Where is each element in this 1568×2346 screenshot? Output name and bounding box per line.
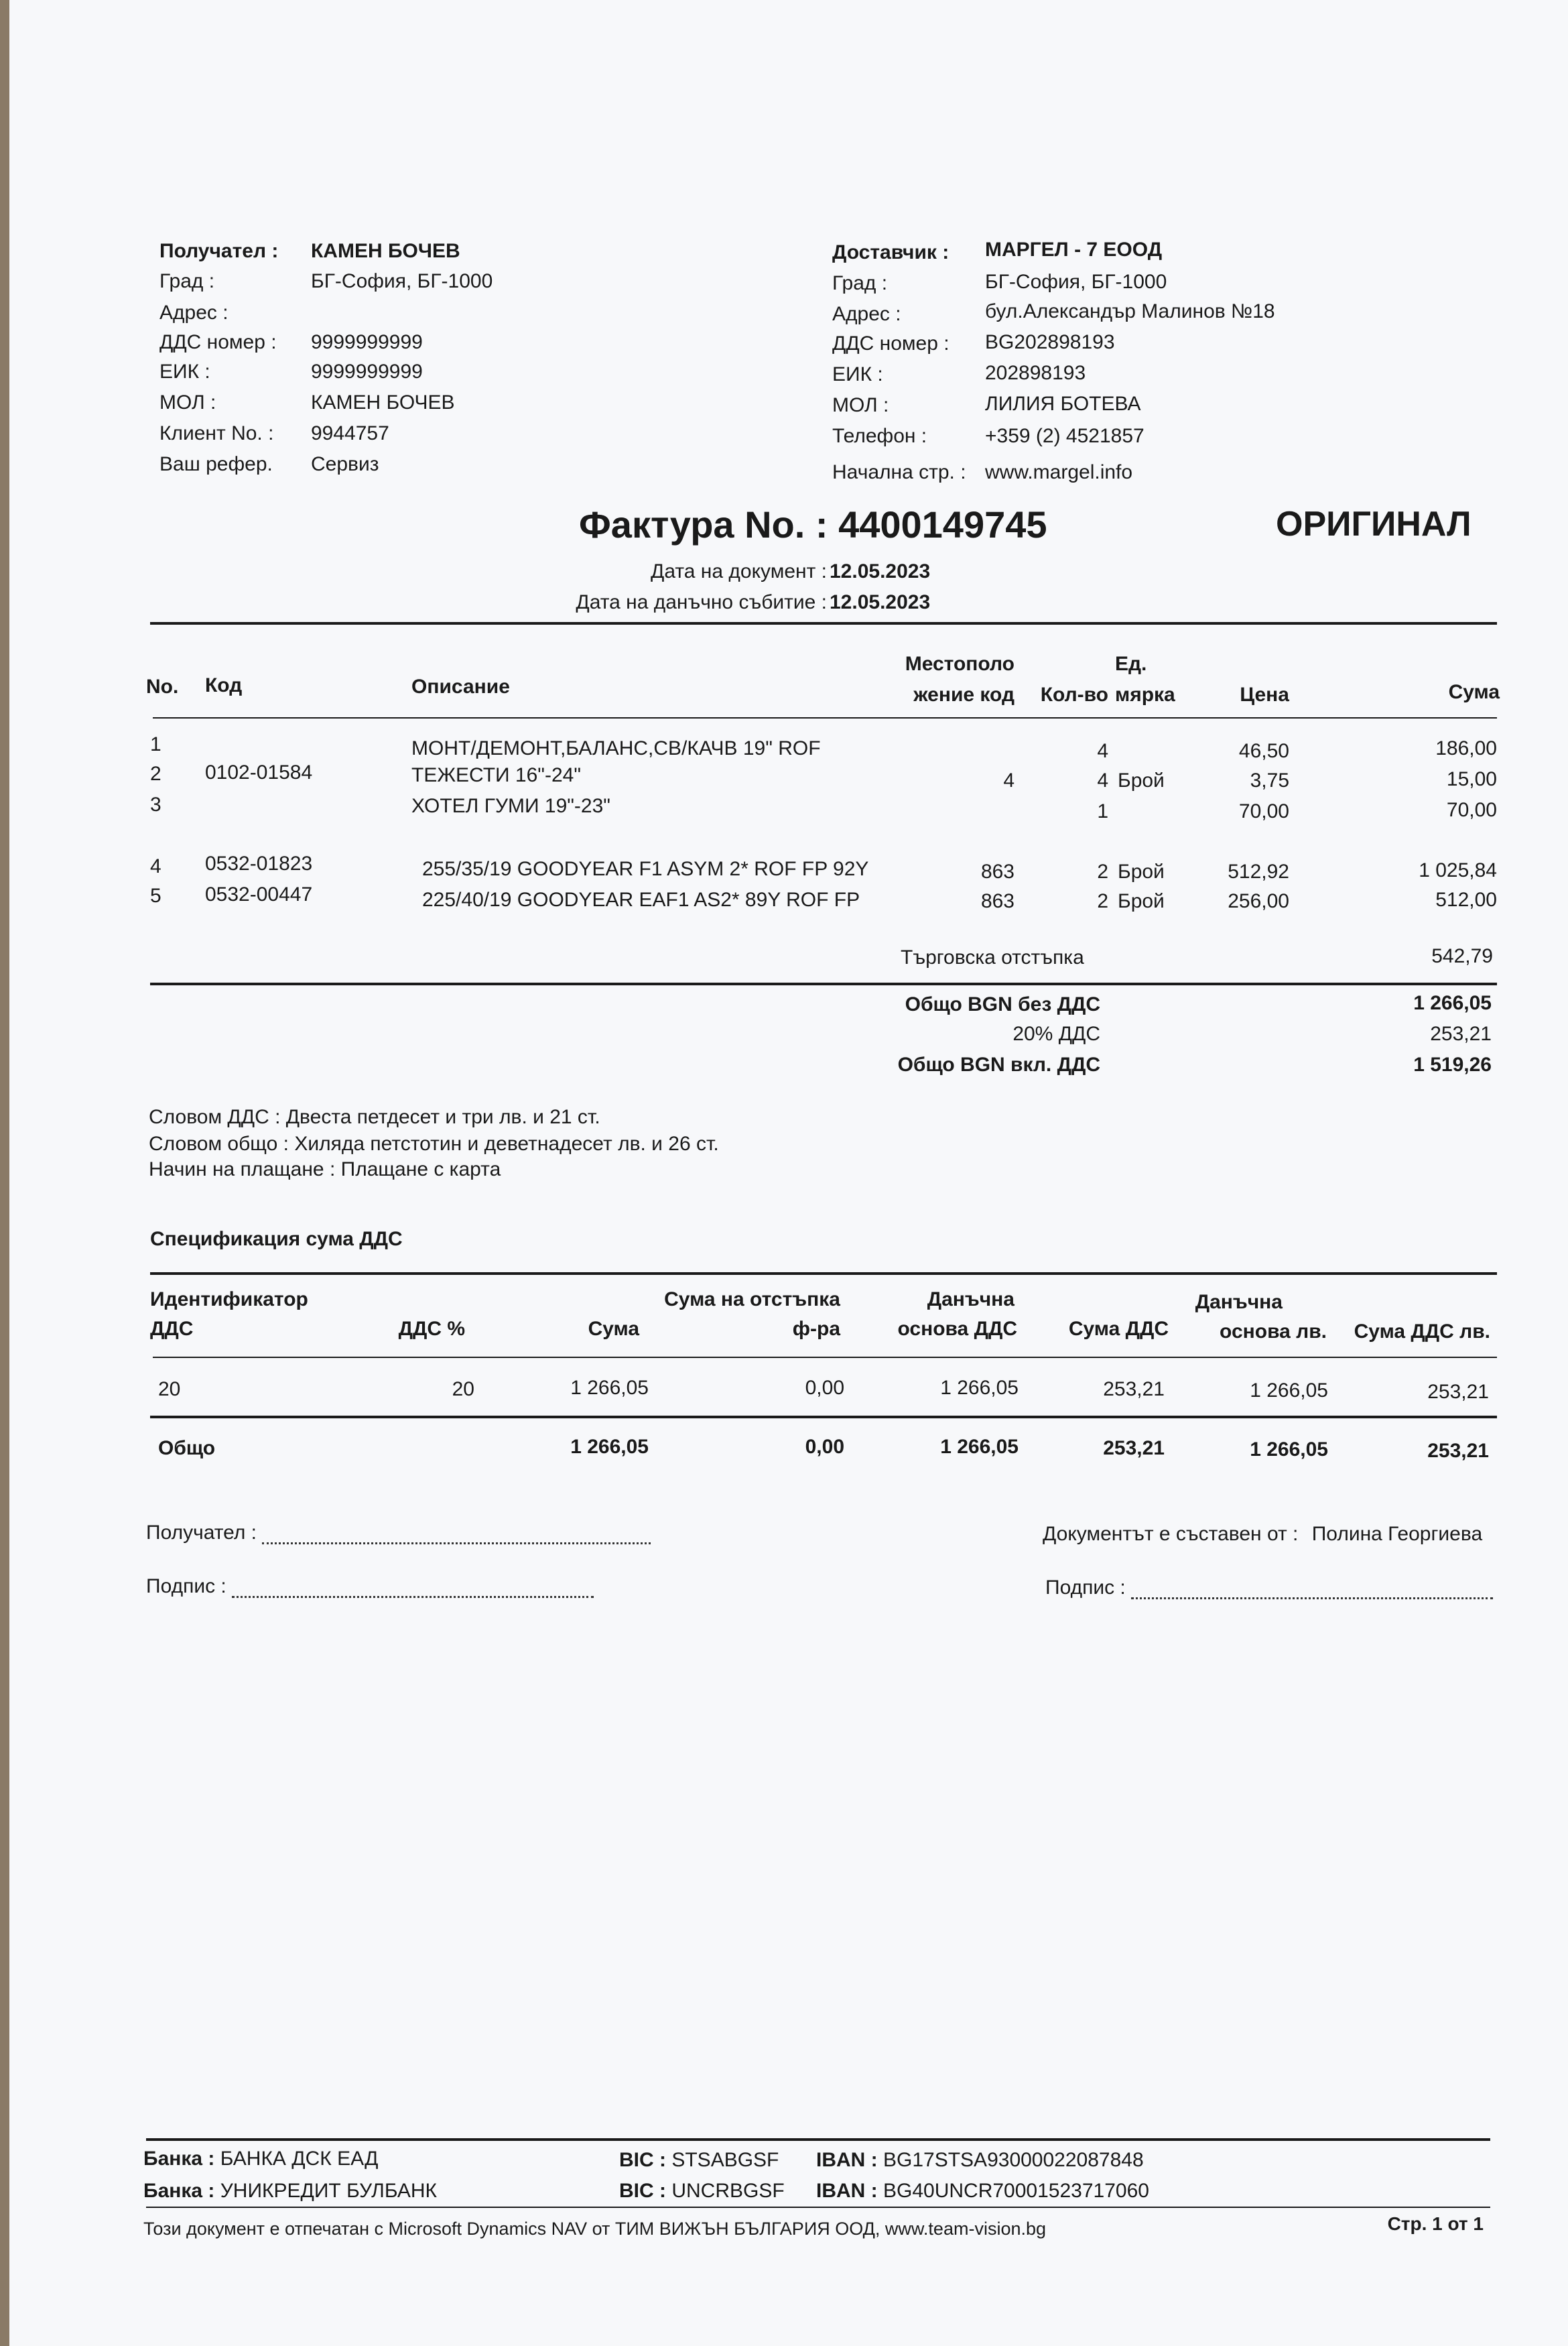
recipient-label: МОЛ :	[159, 391, 216, 414]
bank-row	[143, 2148, 378, 2170]
recipient-sign-label: Получател :	[146, 1522, 257, 1544]
supplier-value: +359 (2) 4521857	[985, 425, 1145, 447]
col-header-price: Цена	[1240, 684, 1289, 706]
cell-location: 863	[980, 890, 1015, 912]
cell-unit: Брой	[1118, 861, 1165, 883]
recipient-title: Получател :	[159, 240, 279, 262]
recipient-label: Ваш рефер.	[159, 453, 273, 475]
vat-total-value: 253,21	[1430, 1023, 1492, 1045]
cell-qty: 4	[1097, 769, 1108, 792]
cell-code: 0532-01823	[205, 853, 313, 875]
cell-qty: 2	[1097, 861, 1108, 883]
signature-line	[262, 1527, 651, 1544]
cell-amount: 512,00	[1435, 889, 1497, 911]
cell-qty: 4	[1097, 740, 1108, 762]
supplier-value: www.margel.info	[985, 461, 1133, 483]
signature-line	[232, 1581, 594, 1598]
cell-qty: 2	[1097, 890, 1108, 912]
col-header-no: No.	[146, 676, 179, 698]
vat-header-vat: Сума ДДС	[1068, 1318, 1169, 1340]
vat-total-base: 1 266,05	[940, 1436, 1019, 1458]
supplier-value: 202898193	[985, 362, 1086, 384]
supplier-label: Начална стр. :	[832, 461, 966, 483]
recipient-value: БГ-София, БГ-1000	[311, 270, 493, 292]
divider	[153, 717, 1497, 719]
vat-cell-amount: 1 266,05	[570, 1377, 649, 1399]
vat-header-vat-lv: Сума ДДС лв.	[1354, 1320, 1490, 1343]
cell-description: ТЕЖЕСТИ 16"-24"	[411, 764, 581, 786]
supplier-label: Град :	[832, 272, 888, 294]
recipient-label: ЕИК :	[159, 361, 210, 383]
supplier-value: бул.Александър Малинов №18	[985, 300, 1275, 322]
bic-row	[619, 2149, 779, 2172]
bank-row	[143, 2180, 437, 2203]
vat-header-base-lv: Данъчна	[1195, 1291, 1283, 1313]
supplier-label: ДДС номер :	[832, 332, 950, 355]
supplier-value: БГ-София, БГ-1000	[985, 271, 1167, 293]
gross-total-value: 1 519,26	[1413, 1054, 1492, 1076]
invoice-page	[9, 0, 1568, 2346]
vat-header-discount: ф-ра	[792, 1318, 840, 1340]
vat-cell-vat-lv: 253,21	[1427, 1381, 1489, 1403]
divider	[150, 983, 1497, 985]
supplier-label: Адрес :	[832, 303, 901, 325]
gross-total-label: Общо BGN вкл. ДДС	[897, 1054, 1100, 1076]
supplier-value: ЛИЛИЯ БОТЕВА	[985, 393, 1141, 415]
cell-code: 0102-01584	[205, 761, 313, 784]
bank-label: Банка :	[143, 2148, 215, 2170]
supplier-label: МОЛ :	[832, 394, 889, 416]
vat-header-id: ДДС	[150, 1318, 194, 1340]
total-in-words: Словом общо : Хиляда петстотин и деветнадесет лв. и 26 ст.	[149, 1133, 719, 1155]
bic-label: BIC :	[619, 2149, 666, 2171]
bic-label: BIC :	[619, 2180, 666, 2202]
bic-row	[619, 2180, 785, 2203]
vat-header-base: Данъчна	[927, 1288, 1015, 1310]
cell-unit: Брой	[1118, 769, 1165, 792]
recipient-label: Адрес :	[159, 302, 228, 324]
net-total-label: Общо BGN без ДДС	[905, 993, 1100, 1015]
divider	[146, 2207, 1490, 2208]
cell-amount: 1 025,84	[1419, 859, 1497, 881]
col-header-description: Описание	[411, 676, 510, 698]
right-sign-row	[1045, 1577, 1493, 1599]
bic-value: UNCRBGSF	[671, 2180, 785, 2202]
cell-price: 256,00	[1228, 890, 1289, 912]
iban-row	[816, 2149, 1144, 2172]
right-sign-label: Подпис :	[1045, 1577, 1126, 1599]
supplier-name: МАРГЕЛ - 7 ЕООД	[985, 239, 1163, 261]
cell-qty: 1	[1097, 800, 1108, 822]
cell-no: 5	[150, 885, 161, 907]
divider	[153, 1357, 1497, 1358]
vat-total-base-lv: 1 266,05	[1250, 1438, 1328, 1461]
payment-method: Начин на плащане : Плащане с карта	[149, 1158, 501, 1180]
signature-line	[1131, 1582, 1493, 1599]
recipient-label: Град :	[159, 270, 215, 292]
divider	[146, 2138, 1490, 2141]
vat-cell-pct: 20	[452, 1378, 474, 1400]
composed-by-row	[1043, 1523, 1482, 1546]
recipient-label: ДДС номер :	[159, 331, 277, 353]
iban-value: BG17STSA93000022087848	[883, 2149, 1144, 2171]
vat-total-vat: 253,21	[1103, 1437, 1165, 1459]
discount-value: 542,79	[1431, 945, 1493, 967]
bic-value: STSABGSF	[671, 2149, 779, 2171]
vat-cell-base-lv: 1 266,05	[1250, 1379, 1328, 1402]
supplier-value: BG202898193	[985, 331, 1115, 353]
cell-amount: 70,00	[1446, 799, 1497, 821]
cell-price: 3,75	[1250, 769, 1289, 792]
col-header-amount: Сума	[1448, 681, 1500, 703]
cell-description: ХОТЕЛ ГУМИ 19"-23"	[411, 795, 610, 817]
recipient-name: КАМЕН БОЧЕВ	[311, 240, 460, 262]
left-sign-label: Подпис :	[146, 1575, 226, 1597]
iban-value: BG40UNCR70001523717060	[883, 2180, 1149, 2202]
cell-description: 255/35/19 GOODYEAR F1 ASYM 2* ROF FP 92Y	[422, 858, 869, 880]
vat-in-words: Словом ДДС : Двеста петдесет и три лв. и 21 ст.	[149, 1106, 600, 1128]
iban-label: IBAN :	[816, 2149, 878, 2171]
cell-no: 2	[150, 763, 161, 785]
vat-total-vat-lv: 253,21	[1427, 1440, 1489, 1462]
recipient-sign-row	[146, 1522, 651, 1544]
cell-no: 3	[150, 794, 161, 816]
discount-label: Търговска отстъпка	[901, 946, 1084, 969]
supplier-label: Телефон :	[832, 425, 927, 447]
col-header-location: Местополо	[905, 653, 1015, 675]
bank-name: БАНКА ДСК ЕАД	[220, 2148, 379, 2170]
cell-price: 512,92	[1228, 861, 1289, 883]
cell-unit: Брой	[1118, 890, 1165, 912]
composed-by-label: Документът е съставен от :	[1043, 1523, 1299, 1545]
vat-cell-base: 1 266,05	[940, 1377, 1019, 1399]
supplier-title: Доставчик :	[832, 241, 950, 263]
cell-location: 863	[980, 861, 1015, 883]
divider	[150, 1272, 1497, 1275]
vat-cell-id: 20	[158, 1378, 181, 1400]
vat-spec-title: Спецификация сума ДДС	[150, 1228, 403, 1250]
col-header-unit: Ед.	[1115, 653, 1147, 675]
vat-cell-discount: 0,00	[805, 1377, 844, 1399]
cell-no: 1	[150, 733, 161, 755]
col-header-unit: мярка	[1115, 684, 1175, 706]
cell-no: 4	[150, 855, 161, 877]
recipient-value: Сервиз	[311, 453, 379, 475]
cell-description: МОНТ/ДЕМОНТ,БАЛАНС,СВ/КАЧВ 19" ROF	[411, 737, 821, 759]
vat-header-amount: Сума	[588, 1318, 639, 1340]
recipient-label: Клиент No. :	[159, 422, 274, 444]
bank-label: Банка :	[143, 2180, 215, 2202]
cell-price: 46,50	[1238, 740, 1289, 762]
cell-amount: 186,00	[1435, 737, 1497, 759]
tax-date: 12.05.2023	[830, 591, 931, 613]
invoice-title: Фактура No. : 4400149745	[579, 503, 1047, 546]
iban-label: IBAN :	[816, 2180, 878, 2202]
printed-note: Този документ е отпечатан с Microsoft Dynamics NAV от ТИМ ВИЖЪН БЪЛГАРИЯ ООД, www.team-vision.bg	[143, 2219, 1047, 2239]
vat-header-base-lv: основа лв.	[1220, 1320, 1327, 1343]
divider	[150, 622, 1497, 625]
vat-total-amount: 1 266,05	[570, 1436, 649, 1458]
tax-date-label: Дата на данъчно събитие :	[576, 591, 827, 613]
page-number: Стр. 1 от 1	[1387, 2213, 1484, 2234]
bank-name: УНИКРЕДИТ БУЛБАНК	[220, 2180, 437, 2202]
vat-total-label: 20% ДДС	[1012, 1023, 1100, 1045]
cell-code: 0532-00447	[205, 883, 313, 906]
original-label: ОРИГИНАЛ	[1276, 505, 1472, 544]
doc-date: 12.05.2023	[830, 560, 931, 582]
cell-price: 70,00	[1238, 800, 1289, 822]
col-header-code: Код	[205, 674, 243, 696]
vat-header-discount: Сума на отстъпка	[664, 1288, 840, 1310]
col-header-location: жение код	[913, 684, 1015, 706]
recipient-value: КАМЕН БОЧЕВ	[311, 391, 455, 414]
composed-by-name: Полина Георгиева	[1311, 1523, 1483, 1545]
vat-header-base: основа ДДС	[897, 1318, 1017, 1340]
vat-header-id: Идентификатор	[150, 1288, 308, 1310]
cell-amount: 15,00	[1446, 768, 1497, 790]
vat-cell-vat: 253,21	[1103, 1378, 1165, 1400]
cell-location: 4	[1003, 769, 1015, 792]
recipient-value: 9999999999	[311, 361, 423, 383]
iban-row	[816, 2180, 1149, 2203]
vat-total-discount: 0,00	[805, 1436, 844, 1458]
recipient-value: 9999999999	[311, 331, 423, 353]
divider	[150, 1416, 1497, 1418]
net-total-value: 1 266,05	[1413, 992, 1492, 1014]
cell-description: 225/40/19 GOODYEAR EAF1 AS2* 89Y ROF FP	[422, 889, 860, 911]
supplier-label: ЕИК :	[832, 363, 883, 385]
left-sign-row	[146, 1575, 594, 1598]
doc-date-label: Дата на документ :	[651, 560, 827, 582]
recipient-value: 9944757	[311, 422, 389, 444]
col-header-qty: Кол-во	[1040, 684, 1108, 706]
vat-total-label: Общо	[158, 1437, 216, 1459]
vat-header-pct: ДДС %	[398, 1318, 465, 1340]
